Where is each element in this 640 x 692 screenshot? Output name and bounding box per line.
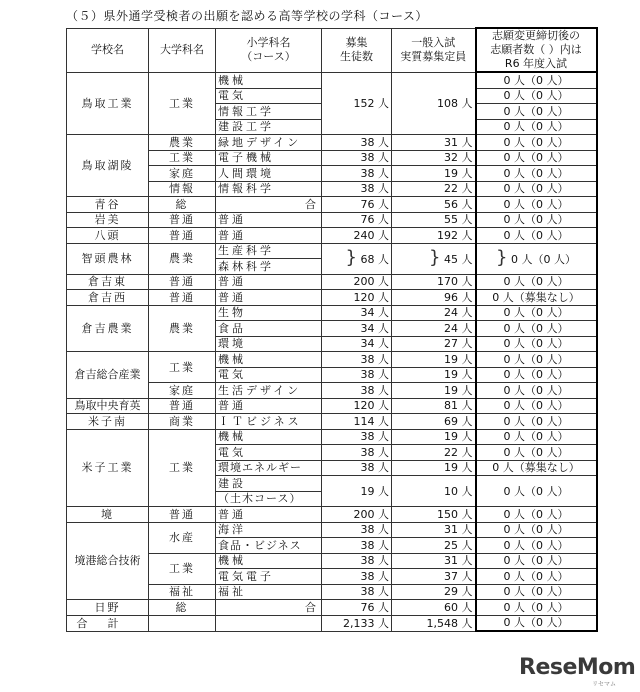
school-cell: 八頭 <box>67 228 149 244</box>
table-row <box>67 507 597 523</box>
result-cell: 0 人（0 人） <box>476 383 597 399</box>
capacity-cell: } 68 人 <box>322 243 392 274</box>
total-row <box>67 615 597 631</box>
capacity-cell: 76 人 <box>322 212 392 228</box>
course-cell: 普通 <box>216 212 322 228</box>
capacity-cell: 38 人 <box>322 383 392 399</box>
capacity-cell: 38 人 <box>322 135 392 151</box>
header-faculty: 大学科名 <box>149 28 216 72</box>
capacity-cell: 38 人 <box>322 166 392 182</box>
header-row <box>67 28 597 72</box>
course-cell: 電気 <box>216 88 322 104</box>
result-cell: 0 人（0 人） <box>476 429 597 445</box>
capacity-cell: 76 人 <box>322 600 392 616</box>
course-cell: 環境エネルギー <box>216 460 322 476</box>
capacity-cell: 34 人 <box>322 305 392 321</box>
result-cell: 0 人（0 人） <box>476 72 597 88</box>
general-cell: 19 人 <box>392 367 476 383</box>
capacity-cell: 38 人 <box>322 181 392 197</box>
school-cell: 智頭農林 <box>67 243 149 274</box>
school-cell: 鳥取中央育英 <box>67 398 149 414</box>
general-cell: 69 人 <box>392 414 476 430</box>
course-cell: 福祉 <box>216 584 322 600</box>
general-cell: 24 人 <box>392 321 476 337</box>
course-cell: 生活デザイン <box>216 383 322 399</box>
capacity-cell: 76 人 <box>322 197 392 213</box>
table-row <box>67 274 597 290</box>
general-cell: 27 人 <box>392 336 476 352</box>
result-cell: 0 人（0 人） <box>476 150 597 166</box>
capacity-cell: 38 人 <box>322 569 392 585</box>
school-cell: 倉吉農業 <box>67 305 149 352</box>
faculty-cell: 工業 <box>149 72 216 135</box>
result-cell: } 0 人（0 人） <box>476 243 597 274</box>
capacity-cell: 38 人 <box>322 150 392 166</box>
result-cell: 0 人（募集なし） <box>476 460 597 476</box>
table-row <box>67 352 597 368</box>
general-cell: 19 人 <box>392 166 476 182</box>
faculty-cell: 普通 <box>149 274 216 290</box>
course-cell: 生産科学 <box>216 243 322 259</box>
general-cell: } 45 人 <box>392 243 476 274</box>
header-course: 小学科名 （コース） <box>216 28 322 72</box>
course-cell: 普通 <box>216 290 322 306</box>
faculty-cell: 福祉 <box>149 584 216 600</box>
capacity-cell: 38 人 <box>322 352 392 368</box>
course-cell: 森林科学 <box>216 259 322 275</box>
result-cell: 0 人（0 人） <box>476 119 597 135</box>
capacity-cell: 200 人 <box>322 507 392 523</box>
school-cell: 岩美 <box>67 212 149 228</box>
result-cell: 0 人（0 人） <box>476 212 597 228</box>
course-cell: 普通 <box>216 398 322 414</box>
table-row <box>67 398 597 414</box>
general-cell: 150 人 <box>392 507 476 523</box>
faculty-cell: 総 <box>149 197 216 213</box>
table-row <box>67 522 597 538</box>
resemom-logo: ReseMom <box>519 655 636 680</box>
header-capacity: 募集 生徒数 <box>322 28 392 72</box>
result-cell: 0 人（0 人） <box>476 367 597 383</box>
total-capacity: 2,133 人 <box>322 615 392 631</box>
capacity-cell: 19 人 <box>322 476 392 507</box>
course-cell: 電気電子 <box>216 569 322 585</box>
course-cell: 電子機械 <box>216 150 322 166</box>
table-row <box>67 212 597 228</box>
general-cell: 81 人 <box>392 398 476 414</box>
total-blank <box>149 615 216 631</box>
course-cell: 情報科学 <box>216 181 322 197</box>
school-cell: 日野 <box>67 600 149 616</box>
result-cell: 0 人（0 人） <box>476 336 597 352</box>
total-general: 1,548 人 <box>392 615 476 631</box>
faculty-cell: 家庭 <box>149 166 216 182</box>
result-cell: 0 人（0 人） <box>476 305 597 321</box>
faculty-cell: 普通 <box>149 228 216 244</box>
general-cell: 10 人 <box>392 476 476 507</box>
general-cell: 60 人 <box>392 600 476 616</box>
school-cell: 鳥取湖陵 <box>67 135 149 197</box>
course-cell: 情報工学 <box>216 104 322 120</box>
course-cell: （土木コース） <box>216 491 322 507</box>
table-row <box>67 429 597 445</box>
admission-table <box>66 27 598 632</box>
faculty-cell: 工業 <box>149 553 216 584</box>
school-cell: 倉吉東 <box>67 274 149 290</box>
result-cell: 0 人（0 人） <box>476 274 597 290</box>
capacity-cell: 38 人 <box>322 584 392 600</box>
result-cell: 0 人（0 人） <box>476 445 597 461</box>
capacity-cell: 34 人 <box>322 336 392 352</box>
table-row <box>67 414 597 430</box>
general-cell: 24 人 <box>392 305 476 321</box>
general-cell: 22 人 <box>392 181 476 197</box>
course-cell: 建設 <box>216 476 322 492</box>
header-school: 学校名 <box>67 28 149 72</box>
course-cell: 電気 <box>216 445 322 461</box>
capacity-cell: 120 人 <box>322 398 392 414</box>
school-cell: 青谷 <box>67 197 149 213</box>
faculty-cell: 普通 <box>149 290 216 306</box>
header-general: 一般入試 実質募集定員 <box>392 28 476 72</box>
faculty-cell: 工業 <box>149 429 216 507</box>
general-cell: 31 人 <box>392 522 476 538</box>
course-cell: 海洋 <box>216 522 322 538</box>
faculty-cell: 農業 <box>149 243 216 274</box>
capacity-cell: 38 人 <box>322 460 392 476</box>
result-cell: 0 人（0 人） <box>476 197 597 213</box>
general-cell: 37 人 <box>392 569 476 585</box>
course-cell: 食品・ビジネス <box>216 538 322 554</box>
school-cell: 鳥取工業 <box>67 72 149 135</box>
faculty-cell: 工業 <box>149 150 216 166</box>
table-row <box>67 228 597 244</box>
course-cell: 電気 <box>216 367 322 383</box>
general-cell: 96 人 <box>392 290 476 306</box>
school-cell: 米子工業 <box>67 429 149 507</box>
table-row <box>67 72 597 88</box>
faculty-cell: 水産 <box>149 522 216 553</box>
school-cell: 倉吉総合産業 <box>67 352 149 399</box>
result-cell: 0 人（0 人） <box>476 507 597 523</box>
brace-icon: } <box>345 247 357 268</box>
result-cell: 0 人（0 人） <box>476 414 597 430</box>
capacity-cell: 120 人 <box>322 290 392 306</box>
brace-icon: } <box>496 247 508 268</box>
course-cell: 合 <box>216 197 322 213</box>
capacity-cell: 38 人 <box>322 367 392 383</box>
header-result: 志願変更締切後の 志願者数（ ）内は R6 年度入試 <box>476 28 597 72</box>
capacity-cell: 200 人 <box>322 274 392 290</box>
course-cell: 普通 <box>216 228 322 244</box>
course-cell: 食品 <box>216 321 322 337</box>
general-cell: 56 人 <box>392 197 476 213</box>
faculty-cell: 商業 <box>149 414 216 430</box>
result-cell: 0 人（募集なし） <box>476 290 597 306</box>
course-cell: 機械 <box>216 429 322 445</box>
capacity-cell: 38 人 <box>322 522 392 538</box>
faculty-cell: 農業 <box>149 305 216 352</box>
capacity-cell: 152 人 <box>322 72 392 135</box>
resemom-logo-sub: リセマム <box>592 681 616 688</box>
total-label: 合計 <box>67 615 149 631</box>
general-cell: 31 人 <box>392 135 476 151</box>
table-row <box>67 600 597 616</box>
table-row <box>67 197 597 213</box>
faculty-cell: 情報 <box>149 181 216 197</box>
general-cell: 19 人 <box>392 429 476 445</box>
result-cell: 0 人（0 人） <box>476 476 597 507</box>
table-row <box>67 305 597 321</box>
table-caption: （５）県外通学受検者の出願を認める高等学校の学科（コース） <box>66 9 428 23</box>
capacity-cell: 34 人 <box>322 321 392 337</box>
general-cell: 32 人 <box>392 150 476 166</box>
course-cell: 機械 <box>216 72 322 88</box>
general-cell: 108 人 <box>392 72 476 135</box>
result-cell: 0 人（0 人） <box>476 600 597 616</box>
course-cell: 機械 <box>216 553 322 569</box>
faculty-cell: 農業 <box>149 135 216 151</box>
general-cell: 192 人 <box>392 228 476 244</box>
course-cell: 緑地デザイン <box>216 135 322 151</box>
course-cell: 人間環境 <box>216 166 322 182</box>
table-row <box>67 290 597 306</box>
course-cell: 生物 <box>216 305 322 321</box>
result-cell: 0 人（0 人） <box>476 135 597 151</box>
general-cell: 25 人 <box>392 538 476 554</box>
capacity-cell: 38 人 <box>322 445 392 461</box>
result-cell: 0 人（0 人） <box>476 166 597 182</box>
result-cell: 0 人（0 人） <box>476 398 597 414</box>
result-cell: 0 人（0 人） <box>476 553 597 569</box>
brace-icon: } <box>429 247 441 268</box>
result-cell: 0 人（0 人） <box>476 228 597 244</box>
result-cell: 0 人（0 人） <box>476 522 597 538</box>
result-cell: 0 人（0 人） <box>476 321 597 337</box>
total-result: 0 人（0 人） <box>476 615 597 631</box>
general-cell: 29 人 <box>392 584 476 600</box>
result-cell: 0 人（0 人） <box>476 352 597 368</box>
result-cell: 0 人（0 人） <box>476 88 597 104</box>
general-cell: 31 人 <box>392 553 476 569</box>
result-cell: 0 人（0 人） <box>476 569 597 585</box>
faculty-cell: 家庭 <box>149 383 216 399</box>
school-cell: 境港総合技術 <box>67 522 149 600</box>
school-cell: 米子南 <box>67 414 149 430</box>
general-cell: 19 人 <box>392 352 476 368</box>
school-cell: 境 <box>67 507 149 523</box>
general-cell: 170 人 <box>392 274 476 290</box>
general-cell: 55 人 <box>392 212 476 228</box>
general-cell: 19 人 <box>392 460 476 476</box>
faculty-cell: 普通 <box>149 212 216 228</box>
total-blank <box>216 615 322 631</box>
faculty-cell: 普通 <box>149 398 216 414</box>
general-cell: 22 人 <box>392 445 476 461</box>
capacity-cell: 38 人 <box>322 553 392 569</box>
result-cell: 0 人（0 人） <box>476 538 597 554</box>
capacity-cell: 38 人 <box>322 429 392 445</box>
result-cell: 0 人（0 人） <box>476 181 597 197</box>
capacity-cell: 240 人 <box>322 228 392 244</box>
course-cell: 普通 <box>216 274 322 290</box>
course-cell: ＩＴビジネス <box>216 414 322 430</box>
school-cell: 倉吉西 <box>67 290 149 306</box>
course-cell: 建設工学 <box>216 119 322 135</box>
course-cell: 普通 <box>216 507 322 523</box>
capacity-cell: 114 人 <box>322 414 392 430</box>
course-cell: 合 <box>216 600 322 616</box>
table-row <box>67 243 597 259</box>
faculty-cell: 総 <box>149 600 216 616</box>
table-row <box>67 135 597 151</box>
faculty-cell: 普通 <box>149 507 216 523</box>
faculty-cell: 工業 <box>149 352 216 383</box>
result-cell: 0 人（0 人） <box>476 104 597 120</box>
capacity-cell: 38 人 <box>322 538 392 554</box>
result-cell: 0 人（0 人） <box>476 584 597 600</box>
course-cell: 機械 <box>216 352 322 368</box>
course-cell: 環境 <box>216 336 322 352</box>
general-cell: 19 人 <box>392 383 476 399</box>
